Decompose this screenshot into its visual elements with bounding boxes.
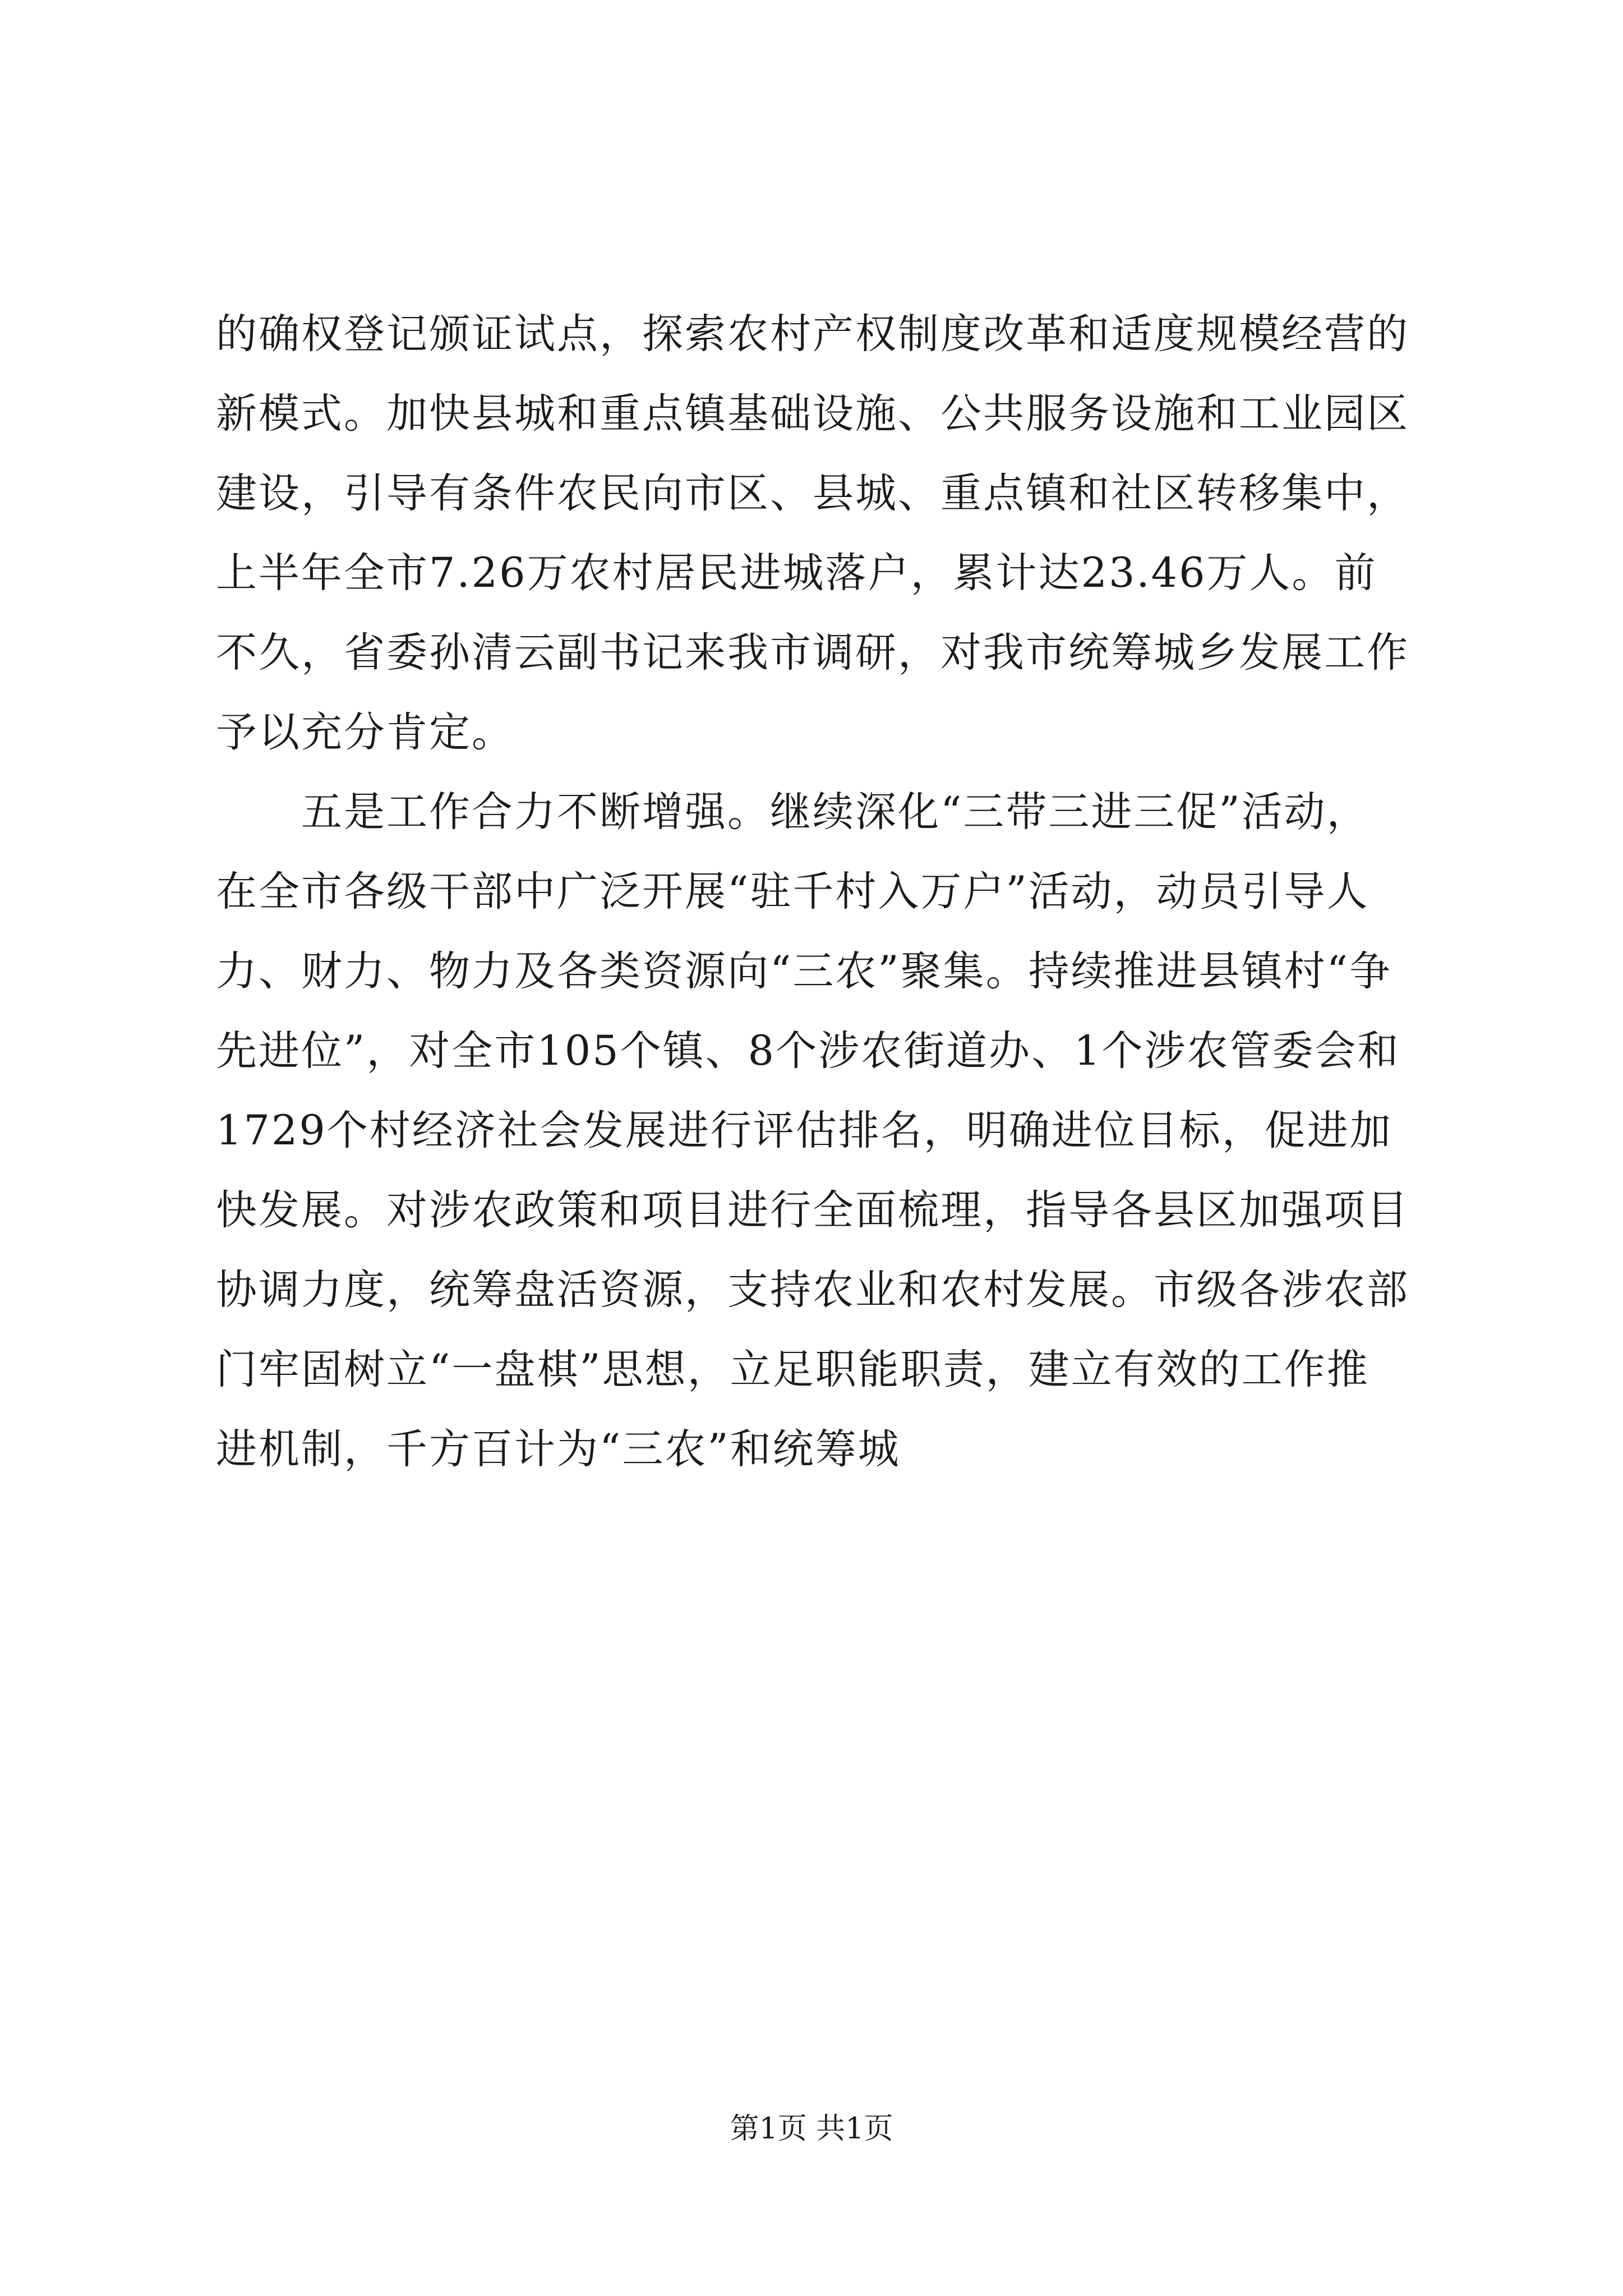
text-line: 力、财力、物力及各类资源向“三农”聚集。持续推进县镇村“争 <box>216 947 1392 995</box>
text-line: 先进位”，对全市105个镇、8个涉农街道办、1个涉农管委会和 <box>216 1027 1400 1075</box>
paragraph-start-line: 五是工作合力不断增强。继续深化“三带三进三促”活动， <box>216 788 1370 836</box>
text-line: 不久，省委孙清云副书记来我市调研，对我市统筹城乡发展工作 <box>216 629 1409 677</box>
body-text <box>216 295 1427 1489</box>
text-line: 上半年全市7.26万农村居民进城落户，累计达23.46万人。前 <box>216 549 1377 597</box>
text-line: 协调力度，统筹盘活资源，支持农业和农村发展。市级各涉农部 <box>216 1266 1409 1314</box>
text-line: 门牢固树立“一盘棋”思想，立足职能职责，建立有效的工作推 <box>216 1346 1370 1393</box>
text-line: 快发展。对涉农政策和项目进行全面梳理，指导各县区加强项目 <box>216 1186 1409 1234</box>
text-line: 建设，引导有条件农民向市区、县城、重点镇和社区转移集中， <box>216 470 1409 517</box>
text-line: 在全市各级干部中广泛开展“驻千村入万户”活动，动员引导人 <box>216 868 1370 915</box>
text-line: 新模式。加快县城和重点镇基础设施、公共服务设施和工业园区 <box>216 390 1409 438</box>
text-line: 进机制，千方百计为“三农”和统筹城 <box>216 1425 901 1473</box>
page-number-footer: 第1页 共1页 <box>730 2112 893 2146</box>
text-line: 1729个村经济社会发展进行评估排名，明确进位目标，促进加 <box>216 1107 1393 1154</box>
text-line: 的确权登记颁证试点，探索农村产权制度改革和适度规模经营的 <box>216 310 1409 358</box>
text-line: 予以充分肯定。 <box>216 708 514 756</box>
